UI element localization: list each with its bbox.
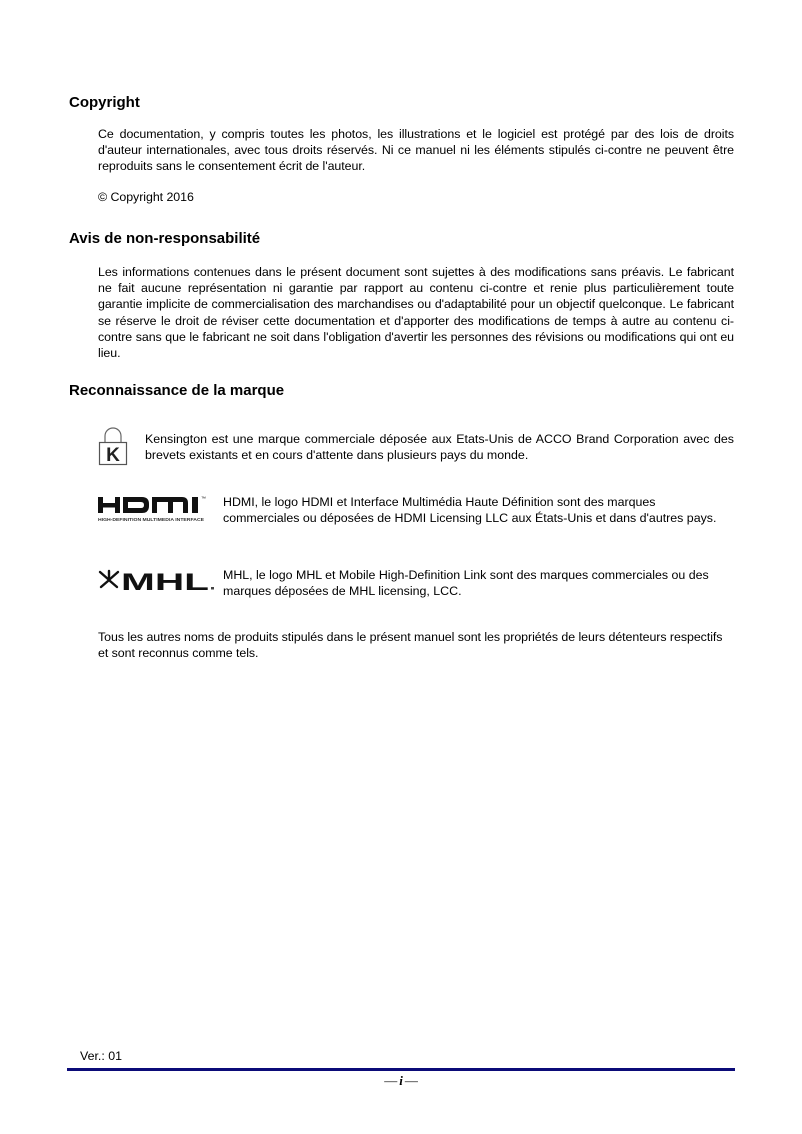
- disclaimer-body: Les informations contenues dans le présent document sont sujettes à des modifications sans préavis. Le fabricant ne fait aucune représentation ni garantie par rapport au contenu ci-contre et renie plus particulièrement toute garantie implicite de commercialisation des marchandises ou d'adaptabilité pour un objectif quelconque. Le fabricant se réserve le droit de réviser cette documentation et d'apporter des modifications de temps à autre au contenu ci-contre sans que le fabricant ne soit dans l'obligation d'avertir les personnes des révisions ou modifications qui ont eu lieu.: [98, 265, 734, 361]
- svg-text:MHL: MHL: [121, 569, 209, 596]
- kensington-text: Kensington est une marque commerciale déposée aux Etats-Unis de ACCO Brand Corporation avec des brevets existants et en cours d'attente dans plusieurs pays du monde.: [145, 432, 734, 463]
- svg-text:™: ™: [201, 496, 206, 502]
- trademarks-heading: Reconnaissance de la marque: [69, 382, 285, 399]
- copyright-body: Ce documentation, y compris toutes les photos, les illustrations et le logiciel est protégé par des lois de droits d'auteur internationales, avec tous droits réservés. Ni ce manuel ni les éléments stipulés ci-contre ne peuvent être reproduits sans le consentement écrit de l'auteur.: [98, 127, 734, 174]
- trademark-hdmi: [98, 494, 734, 544]
- kensington-lock-icon: [98, 426, 128, 466]
- footer-rule: [67, 1068, 735, 1071]
- trademarks-closing: Tous les autres noms de produits stipulés dans le présent manuel sont les propriétés de leurs détenteurs respectifs et sont reconnus comme tels.: [98, 630, 723, 661]
- mhl-logo: [98, 566, 216, 596]
- page-dash-left: —: [384, 1073, 398, 1088]
- page-number-value: i: [399, 1073, 403, 1088]
- copyright-heading: Copyright: [69, 94, 140, 111]
- trademark-mhl: [98, 566, 734, 600]
- hdmi-logo: [98, 494, 216, 524]
- svg-text:K: K: [106, 445, 120, 466]
- page-number: [0, 1073, 802, 1089]
- svg-text:HIGH-DEFINITION MULTIMEDIA INT: HIGH-DEFINITION MULTIMEDIA INTERFACE: [98, 517, 205, 522]
- trademark-kensington: [98, 426, 734, 468]
- copyright-notice: © Copyright 2016: [98, 190, 194, 204]
- disclaimer-heading: Avis de non-responsabilité: [69, 230, 261, 247]
- hdmi-text: HDMI, le logo HDMI et Interface Multimédia Haute Définition sont des marques commerciales ou déposées de HDMI Licensing LLC aux États-Unis et dans d'autres pays.: [223, 495, 717, 526]
- page-dash-right: —: [404, 1073, 418, 1088]
- version-label: Ver.: 01: [80, 1049, 123, 1063]
- mhl-text: MHL, le logo MHL et Mobile High-Definition Link sont des marques commerciales ou des marques déposées de MHL licensing, LCC.: [223, 568, 709, 599]
